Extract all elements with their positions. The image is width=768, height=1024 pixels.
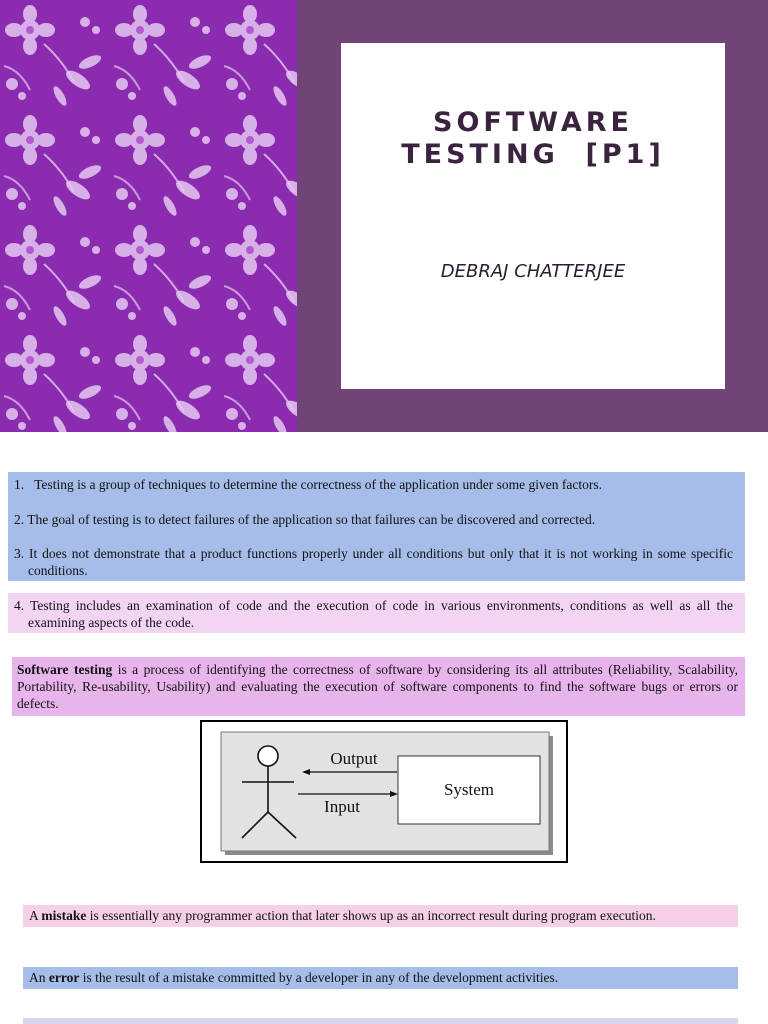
error-text: An error is the result of a mistake committed by a developer in any of the development activities. (29, 970, 559, 985)
point-3: 3. It does not demonstrate that a product functions properly under all conditions but only that it is not working in some specific conditions. (14, 546, 733, 578)
title-card (341, 43, 725, 389)
output-label: Output (330, 749, 378, 768)
points-block (8, 472, 745, 581)
point-2: 2. The goal of testing is to detect failures of the application so that failures can be discovered and corrected. (14, 512, 596, 527)
title-slide (0, 0, 768, 432)
error-block (23, 967, 738, 989)
slide-title-line2: TESTING [P1] (401, 139, 665, 170)
slide-title-line1: SOFTWARE (433, 107, 633, 138)
next-block-partial (23, 1018, 738, 1024)
input-label: Input (324, 797, 360, 816)
slide-author: DEBRAJ CHATTERJEE (440, 261, 626, 282)
point-1: 1. Testing is a group of techniques to determine the correctness of the application under some given factors. (14, 477, 603, 492)
error-term: error (48, 970, 80, 985)
system-label: System (443, 780, 495, 799)
slide-title (341, 107, 725, 171)
definition-block (12, 657, 745, 716)
definition-text: Software testing is a process of identifying the correctness of software by considering its all attributes (Reliability, Scalability, Portability, Re-usability, Usability) and evaluating the execution of software components to find the software bugs or errors or defects. (17, 662, 738, 711)
testing-diagram (200, 720, 568, 863)
mistake-term: mistake (41, 908, 87, 923)
definition-term: Software testing (17, 662, 113, 677)
floral-pattern-image (0, 0, 297, 432)
mistake-block (23, 905, 738, 927)
mistake-text: A mistake is essentially any programmer action that later shows up as an incorrect result during program execution. (29, 908, 656, 923)
point-4-block (8, 593, 745, 633)
point-4: 4. Testing includes an examination of code and the execution of code in various environments, conditions as well as all the examining aspects of the code. (14, 598, 733, 630)
